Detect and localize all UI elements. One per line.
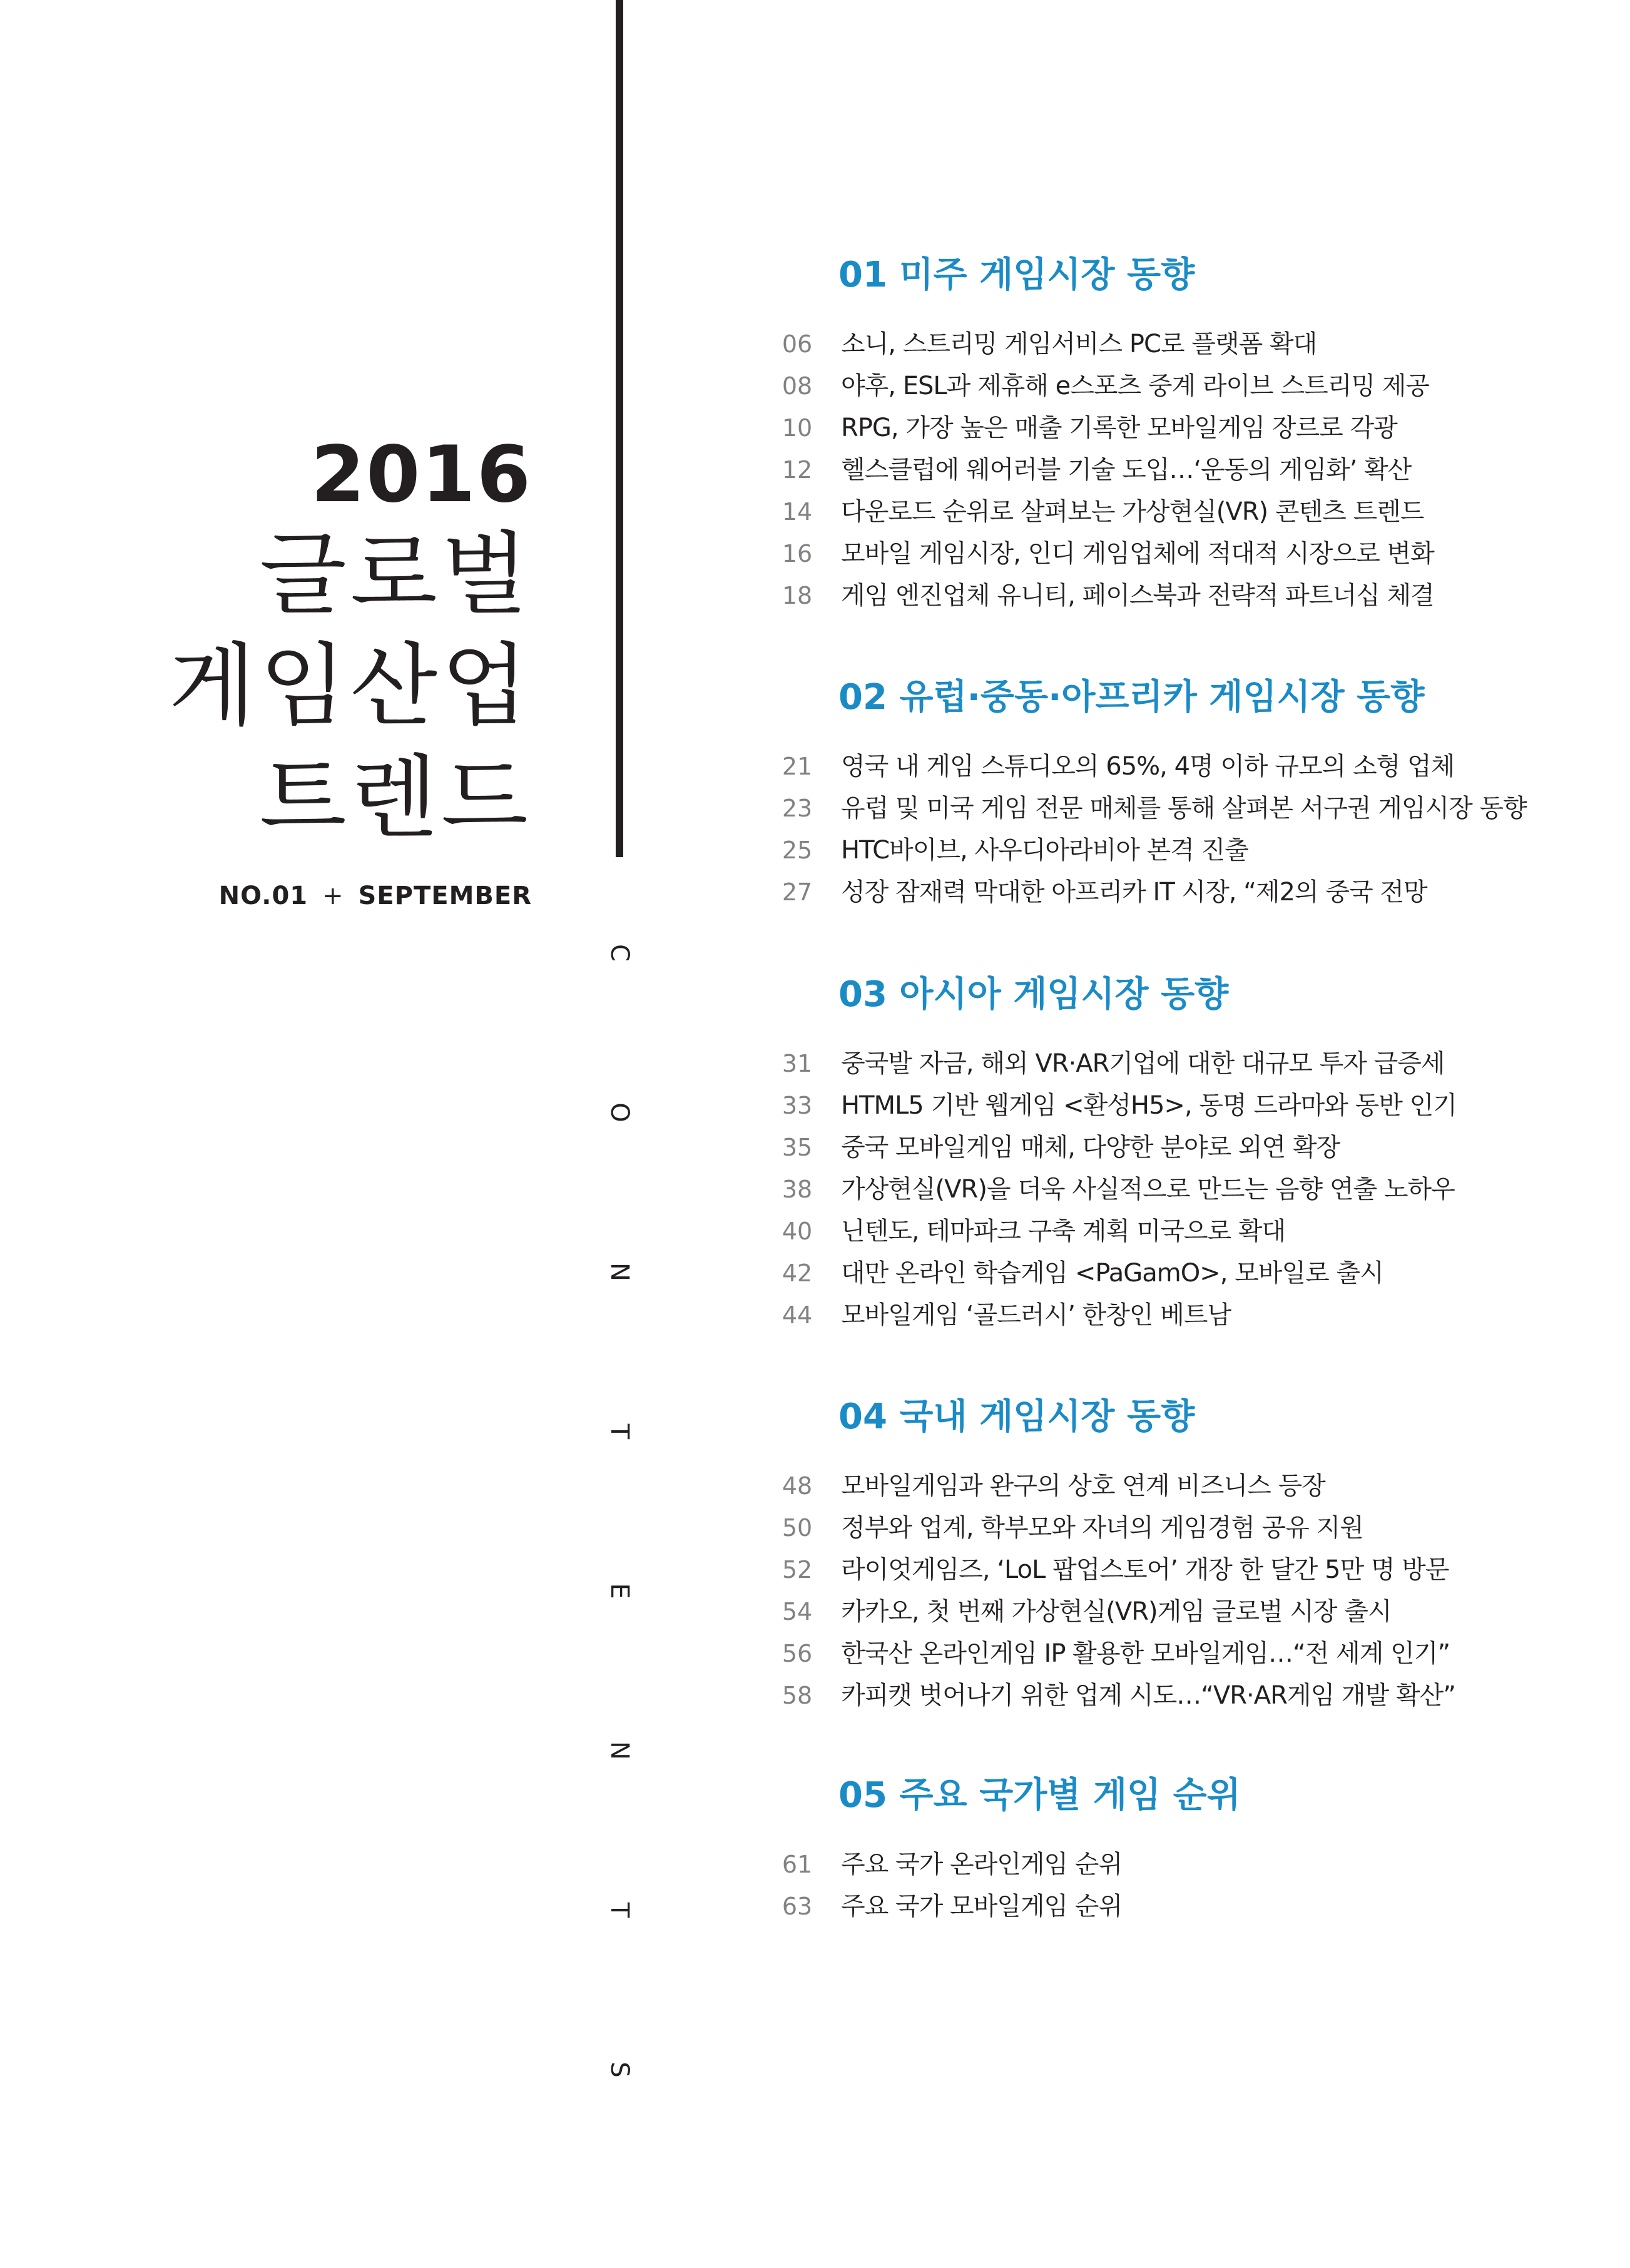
page-number: 56 bbox=[782, 1640, 813, 1667]
item-title: 영국 내 게임 스튜디오의 65%, 4명 이하 규모의 소형 업체 bbox=[841, 752, 1455, 781]
toc-item[interactable] bbox=[776, 534, 1614, 576]
item-title: 정부와 업계, 학부모와 자녀의 게임경험 공유 지원 bbox=[841, 1513, 1363, 1542]
item-title: 성장 잠재력 막대한 아프리카 IT 시장, “제2의 중국 전망 bbox=[841, 878, 1427, 907]
page-number: 18 bbox=[782, 582, 813, 609]
toc-section-05 bbox=[776, 1771, 1614, 1928]
section-title: 02 유럽·중동·아프리카 게임시장 동향 bbox=[838, 677, 1425, 718]
item-title: HTC바이브, 사우디아라비아 본격 진출 bbox=[841, 836, 1248, 865]
section-title: 01 미주 게임시장 동향 bbox=[838, 255, 1195, 295]
toc-section-02 bbox=[776, 673, 1614, 914]
title-line-1: 글로벌 bbox=[259, 521, 532, 627]
contents-letter: O bbox=[605, 1102, 634, 1122]
toc-item[interactable] bbox=[776, 1676, 1614, 1717]
page-number: 06 bbox=[782, 330, 813, 358]
item-title: 닌텐도, 테마파크 구축 계획 미국으로 확대 bbox=[841, 1217, 1286, 1246]
item-title: 야후, ESL과 제휴해 e스포츠 중계 라이브 스트리밍 제공 bbox=[841, 372, 1430, 400]
vertical-divider bbox=[616, 0, 623, 857]
issue-number: NO.01 bbox=[218, 881, 308, 910]
item-title: 카피캣 벗어나기 위한 업계 시도…“VR·AR게임 개발 확산” bbox=[841, 1681, 1455, 1710]
item-title: 소니, 스트리밍 게임서비스 PC로 플랫폼 확대 bbox=[841, 330, 1317, 359]
page-number: 33 bbox=[782, 1092, 813, 1119]
toc-item[interactable] bbox=[776, 366, 1614, 408]
contents-letter: C bbox=[605, 944, 634, 962]
title-line-2: 게임산업 bbox=[168, 633, 532, 739]
contents-letter: S bbox=[605, 2062, 634, 2078]
toc-item[interactable] bbox=[776, 576, 1614, 618]
page-number: 44 bbox=[782, 1301, 813, 1329]
item-title: 한국산 온라인게임 IP 활용한 모바일게임…“전 세계 인기” bbox=[841, 1639, 1450, 1668]
page-number: 35 bbox=[782, 1134, 813, 1161]
page-number: 61 bbox=[782, 1851, 813, 1878]
item-title: 라이엇게임즈, ‘LoL 팝업스토어’ 개장 한 달간 5만 명 방문 bbox=[841, 1555, 1449, 1584]
issue-separator: + bbox=[322, 881, 344, 910]
page-number: 31 bbox=[782, 1050, 813, 1077]
item-title: RPG, 가장 높은 매출 기록한 모바일게임 장르로 각광 bbox=[841, 414, 1397, 442]
toc-item[interactable] bbox=[776, 830, 1614, 872]
item-title: 유럽 및 미국 게임 전문 매체를 통해 살펴본 서구권 게임시장 동향 bbox=[841, 794, 1527, 823]
item-title: 중국 모바일게임 매체, 다양한 분야로 외연 확장 bbox=[841, 1133, 1340, 1162]
toc-item[interactable] bbox=[776, 1211, 1614, 1253]
toc-item[interactable] bbox=[776, 788, 1614, 830]
toc-item[interactable] bbox=[776, 1466, 1614, 1508]
title-line-3: 트렌드 bbox=[259, 745, 532, 850]
issue-month: SEPTEMBER bbox=[358, 881, 532, 910]
contents-letter: N bbox=[605, 1741, 634, 1760]
item-title: 대만 온라인 학습게임 <PaGamO>, 모바일로 출시 bbox=[841, 1259, 1383, 1288]
item-title: 가상현실(VR)을 더욱 사실적으로 만드는 음향 연출 노하우 bbox=[841, 1175, 1455, 1204]
toc-section-01 bbox=[776, 250, 1614, 618]
section-title: 04 국내 게임시장 동향 bbox=[838, 1396, 1195, 1437]
page-number: 16 bbox=[782, 540, 813, 567]
page-number: 08 bbox=[782, 372, 813, 400]
contents-letter: T bbox=[605, 1423, 634, 1440]
toc-item[interactable] bbox=[776, 1127, 1614, 1169]
page-number: 12 bbox=[782, 456, 813, 484]
toc-item[interactable] bbox=[776, 1044, 1614, 1086]
report-title-block bbox=[169, 432, 532, 910]
page-number: 52 bbox=[782, 1556, 813, 1584]
page-number: 14 bbox=[782, 498, 813, 526]
item-title: 게임 엔진업체 유니티, 페이스북과 전략적 파트너십 체결 bbox=[841, 581, 1434, 610]
contents-letter: N bbox=[605, 1263, 634, 1281]
page-number: 50 bbox=[782, 1514, 813, 1542]
toc-item[interactable] bbox=[776, 1295, 1614, 1337]
issue-line bbox=[169, 882, 532, 910]
toc-item[interactable] bbox=[776, 1550, 1614, 1592]
item-title: 중국발 자금, 해외 VR·AR기업에 대한 대규모 투자 급증세 bbox=[841, 1049, 1445, 1078]
item-title: 모바일게임 ‘골드러시’ 한창인 베트남 bbox=[841, 1301, 1231, 1330]
section-title: 03 아시아 게임시장 동향 bbox=[838, 974, 1229, 1015]
toc-item[interactable] bbox=[776, 450, 1614, 492]
contents-letter: T bbox=[605, 1902, 634, 1918]
page-number: 58 bbox=[782, 1682, 813, 1709]
toc-item[interactable] bbox=[776, 408, 1614, 450]
item-title: 모바일게임과 완구의 상호 연계 비즈니스 등장 bbox=[841, 1472, 1325, 1500]
item-title: 모바일 게임시장, 인디 게임업체에 적대적 시장으로 변화 bbox=[841, 539, 1434, 568]
toc-item[interactable] bbox=[776, 746, 1614, 788]
toc-item[interactable] bbox=[776, 1086, 1614, 1127]
toc-item[interactable] bbox=[776, 492, 1614, 534]
page-number: 21 bbox=[782, 753, 813, 780]
page-number: 23 bbox=[782, 795, 813, 822]
page-number: 40 bbox=[782, 1218, 813, 1245]
toc-item[interactable] bbox=[776, 1634, 1614, 1676]
contents-letter: E bbox=[605, 1583, 634, 1599]
toc-item[interactable] bbox=[776, 324, 1614, 366]
page-number: 63 bbox=[782, 1893, 813, 1920]
toc-item[interactable] bbox=[776, 1592, 1614, 1634]
item-title: 다운로드 순위로 살펴보는 가상현실(VR) 콘텐츠 트렌드 bbox=[841, 497, 1424, 526]
toc-item[interactable] bbox=[776, 1886, 1614, 1928]
item-title: 주요 국가 온라인게임 순위 bbox=[841, 1850, 1123, 1879]
toc-item[interactable] bbox=[776, 1508, 1614, 1550]
page-number: 48 bbox=[782, 1472, 813, 1500]
toc-item[interactable] bbox=[776, 1253, 1614, 1295]
page-number: 27 bbox=[782, 878, 813, 906]
title-year: 2016 bbox=[310, 430, 532, 520]
item-title: HTML5 기반 웹게임 <환성H5>, 동명 드라마와 동반 인기 bbox=[841, 1091, 1457, 1120]
page-number: 25 bbox=[782, 837, 813, 864]
toc-item[interactable] bbox=[776, 1169, 1614, 1211]
item-title: 주요 국가 모바일게임 순위 bbox=[841, 1892, 1123, 1921]
page-number: 10 bbox=[782, 414, 813, 442]
toc-item[interactable] bbox=[776, 1844, 1614, 1886]
toc-section-03 bbox=[776, 970, 1614, 1337]
item-title: 카카오, 첫 번째 가상현실(VR)게임 글로벌 시장 출시 bbox=[841, 1597, 1392, 1626]
page-number: 42 bbox=[782, 1259, 813, 1287]
toc-section-04 bbox=[776, 1392, 1614, 1717]
toc-item[interactable] bbox=[776, 872, 1614, 914]
page-number: 38 bbox=[782, 1176, 813, 1203]
item-title: 헬스클럽에 웨어러블 기술 도입…‘운동의 게임화’ 확산 bbox=[841, 455, 1412, 484]
page-number: 54 bbox=[782, 1598, 813, 1625]
section-title: 05 주요 국가별 게임 순위 bbox=[838, 1775, 1241, 1816]
